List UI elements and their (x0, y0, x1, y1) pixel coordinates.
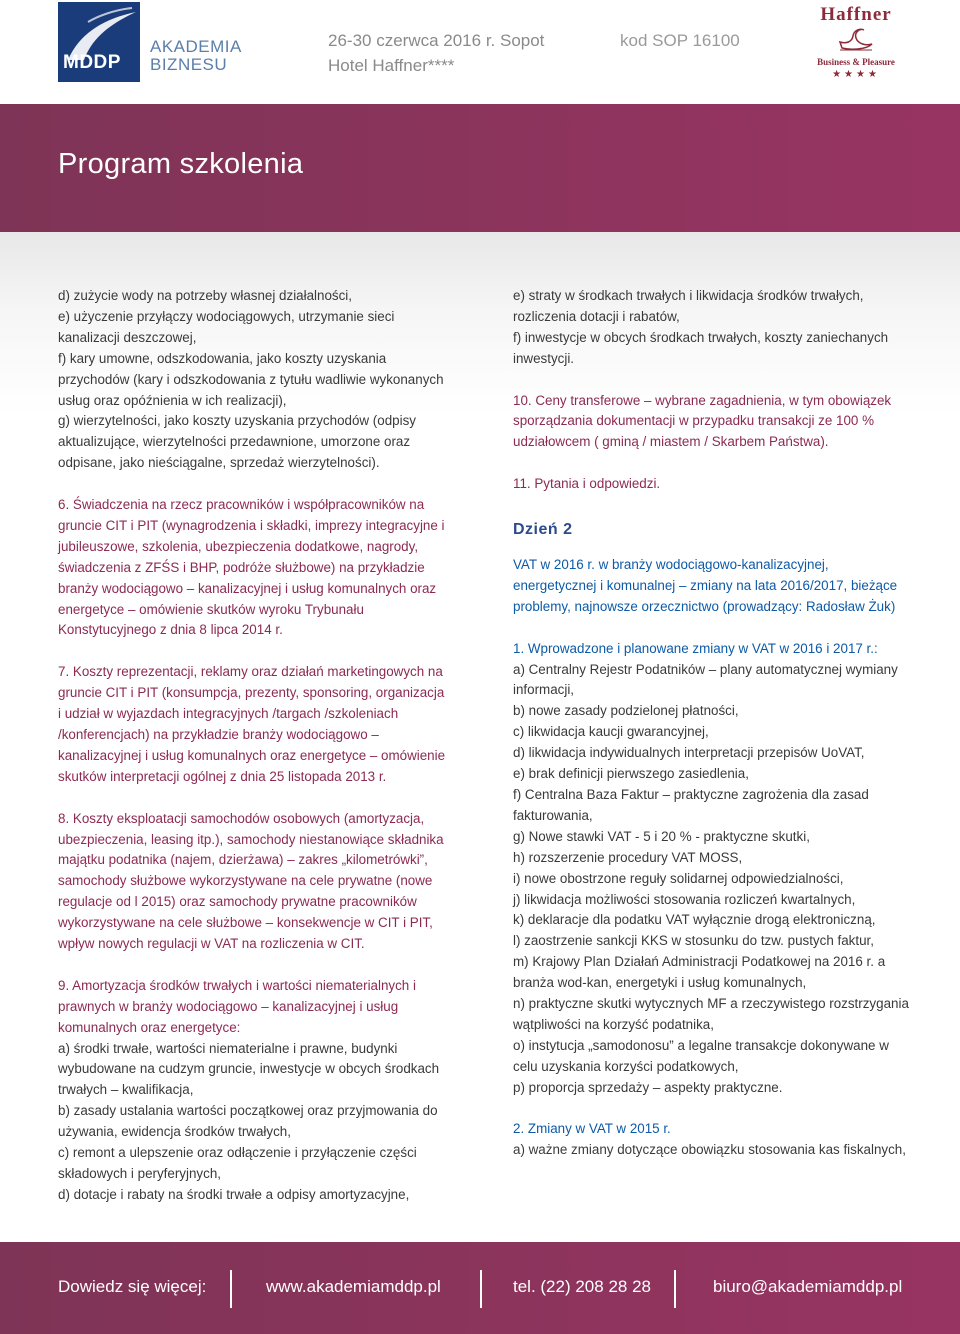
point-9-items: a) środki trwałe, wartości niematerialne i prawne, budynki wybudowane na cudzym gruncie, inwestycje w obcych środkach trwałych – kwalifikacja, b) zasady ustalania wartości początkowej oraz przyjmowania do używania, ewidencja środków trwałych, c) remont a ulepszenie oraz odłączenie i przyłączenie części składowych i peryferyjnych, d) dotacje i rabaty na środki trwałe a odpisy amortyzacyjne, (58, 1040, 440, 1202)
day-2-item-2-heading: 2. Zmiany w VAT w 2015 r. (513, 1121, 671, 1137)
footer-email-link[interactable]: biuro@akademiamddp.pl (713, 1277, 903, 1296)
event-info (328, 28, 544, 78)
course-code: kod SOP 16100 (620, 31, 740, 50)
haffner-logo (810, 4, 902, 86)
footer-divider (480, 1270, 482, 1308)
mddp-logo (58, 2, 140, 82)
logo-line-1: AKADEMIA (150, 37, 242, 56)
right-items-e-f: e) straty w środkach trwałych i likwidacja środków trwałych, rozliczenia dotacji i rabatów, f) inwestycje w obcych środkach trwałych, koszty zaniechanych inwestycji. (513, 288, 889, 366)
day-2-item-1-list: a) Centralny Rejestr Podatników – plany automatycznej wymiany informacji, b) nowe zasady podzielonej płatności, c) likwidacja kaucji gwarancyjnej, d) likwidacja indywidualnych interpretacji przepisów UoVAT, e) brak definicji pierwszego zasiedlenia, f) Centralna Baza Faktur – praktyczne zagrożenia dla zasad fakturowania, g) Nowe stawki VAT - 5 i 20 % - praktyczne skutki, h) rozszerzenie procedury VAT MOSS, i) nowe obostrzone reguły solidarnej odpowiedzialności, j) likwidacja możliwości stosowania rozliczeń kwartalnych, k) deklaracje dla podatku VAT wyłącznie drogą elektroniczną, l) zaostrzenie sankcji KKS w stosunku do tzw. pustych faktur, m) Krajowy Plan Działań Administracji Podatkowej na 2016 r. a branża wod-kan, energetyki i usług komunalnych, n) praktyczne skutki wytycznych MF a rzeczywistego rozstrzygania wątpliwości na korzyść podatnika, o) instytucja „samodonosu” a legalne transakcje dokonywane w celu uzyskania korzyści podatkowych, p) proporcja sprzedaży – aspekty praktyczne. (513, 661, 909, 1095)
day-2-subtitle: VAT w 2016 r. w branży wodociągowo-kanalizacyjnej, energetycznej i komunalnej – zmiany na lata 2016/2017, bieżące problemy, najnowsze orzecznictwo (prowadzący: Radosław Żuk) (513, 557, 898, 614)
hotel-tagline: Business & Pleasure (817, 57, 895, 67)
mddp-logo-text: MDDP (63, 52, 121, 73)
title-band (0, 104, 960, 232)
point-9-heading: 9. Amortyzacja środków trwałych i wartości niematerialnych i prawnych w branży wodociągowo – kanalizacyjnej i usług komunalnych oraz energetyce: (58, 977, 416, 1035)
page-header (0, 0, 960, 104)
day-2-item-1-heading: 1. Wprowadzone i planowane zmiany w VAT w 2016 i 2017 r.: (513, 640, 878, 656)
logo-line-2: BIZNESU (150, 55, 228, 74)
point-10: 10. Ceny transferowe – wybrane zagadnienia, w tym obowiązek sporządzania dokumentacji w przypadku transakcji ze 100 % udziałowcem ( gminą / miastem / Skarbem Państwa). (513, 392, 892, 450)
point-8: 8. Koszty eksploatacji samochodów osobowych (amortyzacja, ubezpieczenia, leasing itp.), samochody niestanowiące składnika majątku podatnika (najem, dzierżawa) – zakres „kilometrówki”, samochody służbowe wykorzystywane na cele prywatne (nowe regulacje od l 2015) oraz samochody prywatne pracowników wykorzystywane na cele służbowe – konsekwencje w CIT i PIT, wpływ nowych regulacji w VAT na rozliczenia w CIT. (58, 810, 444, 952)
left-items-d-g: d) zużycie wody na potrzeby własnej działalności, e) użyczenie przyłączy wodociągowych, utrzymanie sieci kanalizacji deszczowej, f) kary umowne, odszkodowania, jako koszty uzyskania przychodów (kary i odszkodowania z tytułu wadliwie wykonanych usług oraz opóźnienia w ich realizacji), g) wierzytelności, jako koszty uzyskania przychodów (odpisy aktualizujące, wierzytelności przedawnione, umorzone oraz odpisane, jako nieściągalne, sprzedaż wierzytelności). (58, 288, 444, 471)
event-dates: 26-30 czerwca 2016 r. Sopot (328, 31, 545, 50)
event-venue: Hotel Haffner**** (328, 56, 455, 75)
swan-icon (836, 26, 876, 52)
hotel-stars: ★★★★ (832, 69, 880, 80)
page-footer (0, 1242, 960, 1334)
footer-phone-link[interactable]: tel. (22) 208 28 28 (513, 1277, 651, 1296)
point-11: 11. Pytania i odpowiedzi. (513, 476, 661, 492)
day-2-heading: Dzień 2 (513, 521, 573, 539)
footer-divider (674, 1270, 676, 1308)
left-column (58, 286, 448, 1227)
hotel-name: Haffner (820, 4, 892, 25)
page-title: Program szkolenia (58, 148, 304, 180)
right-column (513, 286, 913, 1182)
program-content (0, 232, 960, 1242)
day-2-item-2-list: a) ważne zmiany dotyczące obowiązku stosowania kas fiskalnych, (513, 1142, 906, 1158)
point-6: 6. Świadczenia na rzecz pracowników i współpracowników na gruncie CIT i PIT (wynagrodzenia i składki, imprezy integracyjne i jubileuszowe, szkolenia, ubezpieczenia dodatkowe, nagrody, świadczenia z ZFŚS i BHP, podróże służbowe) na przykładzie branży wodociągowo – kanalizacyjnej i usług komunalnych oraz energetyce – omówienie skutków wyroku Trybunału Konstytucyjnego z dnia 8 lipca 2014 r. (58, 497, 445, 638)
point-7: 7. Koszty reprezentacji, reklamy oraz działań marketingowych na gruncie CIT i PIT (konsumpcja, prezenty, sponsoring, organizacja i udział w wyjazdach integracyjnych /targach /szkoleniach /konferencjach) na przykładzie branży wodociągowo – kanalizacyjnej i usług komunalnych oraz energetyce – omówienie skutków interpretacji ogólnej z dnia 25 listopada 2013 r. (58, 664, 446, 784)
footer-more-label: Dowiedz się więcej: (58, 1277, 207, 1296)
footer-website-link[interactable]: www.akademiamddp.pl (266, 1277, 441, 1296)
footer-divider (230, 1270, 232, 1308)
akademia-biznesu-label (150, 38, 242, 74)
